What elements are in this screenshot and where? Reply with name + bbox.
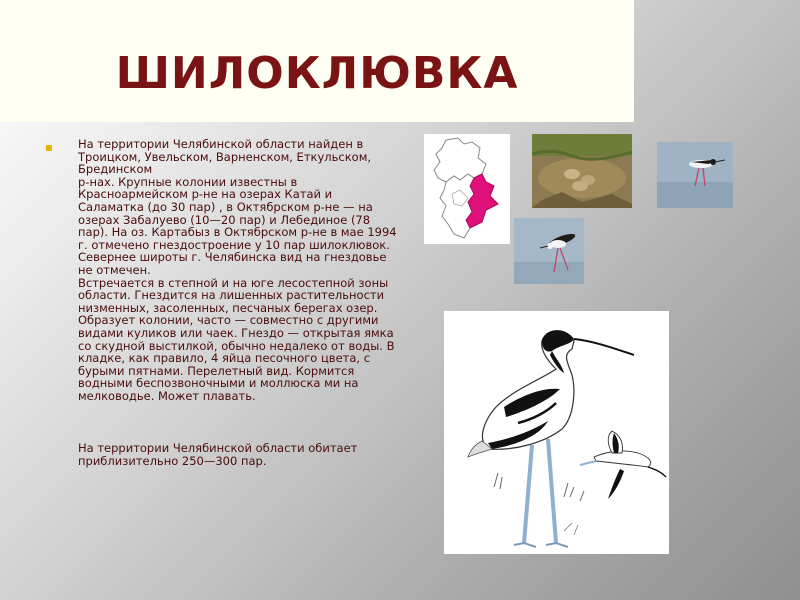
stilt-photo-right	[657, 142, 733, 208]
bullet-marker	[46, 145, 52, 151]
stilt-photo-center	[514, 218, 584, 284]
nest-photo	[532, 134, 632, 208]
slide-title: ШИЛОКЛЮВКА	[115, 48, 519, 99]
range-map-image	[424, 134, 510, 244]
avocet-illustration	[444, 311, 669, 554]
population-paragraph: На территории Челябинской области обитает приблизительно 250—300 пар.	[78, 441, 358, 468]
body-paragraph: На территории Челябинской области найден в Троицком, Увельском, Варненском, Еткульском, Брединском р-нах. Крупные колонии известны в Красноармейском р-не на озерах Катай и Саламатка (до 30 пар) , в Октябрском р-не — на озерах Забалуево (10—20 пар) и Лебединое (78 пар). На оз. Картабыз в Октябрском р-не в мае 1994 г. отмечено гнездостроение у 10 пар шилоклювок. Севернее широты г. Челябинска вид на гнездовье не отмечен. Встречается в степной и на юге лесостепной зоны области. Гнездится на лишенных растительности низменных, засоленных, песчаных берегах озер. Образует колонии, часто — совместно с другими видами куликов или чаек. Гнездо — открытая ямка со скудной выстилкой, обычно недалеко от воды. В кладке, как правило, 4 яйца песочного цвета, с бурыми пятнами. Перелетный вид. Кормится водными беспозвоночными и моллюска ми на мелководье. Может плавать.	[78, 137, 397, 403]
